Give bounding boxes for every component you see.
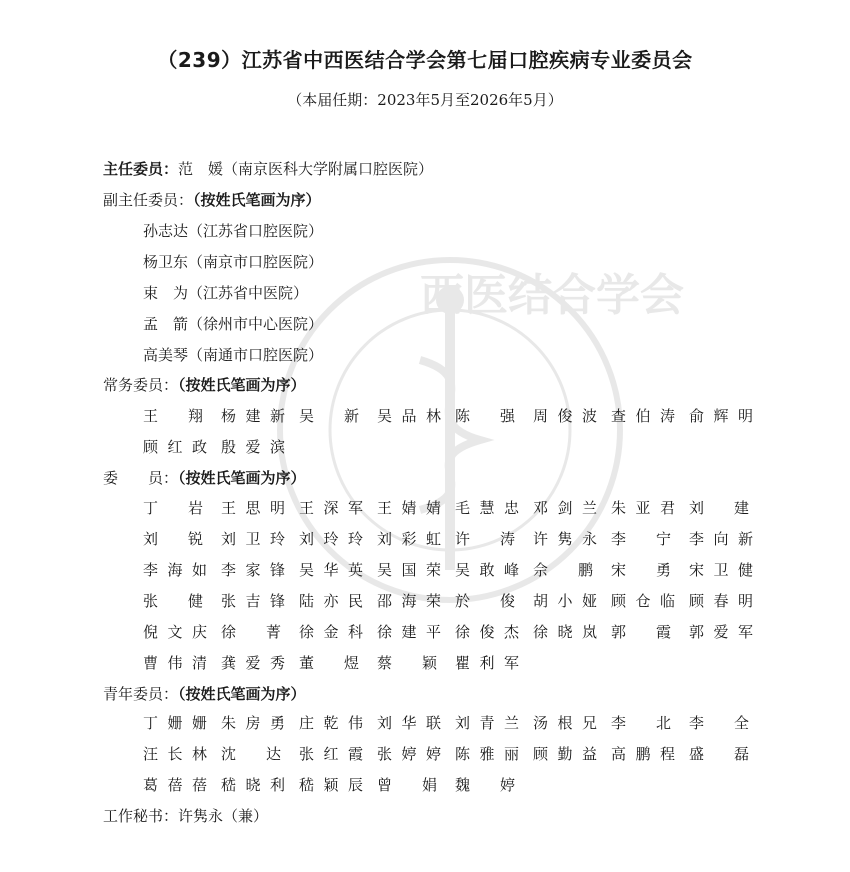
- member-name: [221, 743, 291, 765]
- vice-chair-name: 孙志达: [143, 222, 189, 240]
- member-name-text: 李 向 新: [689, 530, 753, 548]
- member-name: [689, 743, 759, 765]
- member-name-text: 杨 建 新: [221, 407, 285, 425]
- member-name-text: 吴 敢 峰: [455, 561, 519, 579]
- member-name-text: 张 健: [143, 592, 203, 610]
- member-name-text: 曹 伟 清: [143, 654, 207, 672]
- member-name: [377, 405, 447, 427]
- member-name-text: 郭 爱 军: [689, 623, 753, 641]
- member-name-text: 顾 勤 益: [533, 745, 597, 763]
- member-name-text: 陆 亦 民: [299, 592, 363, 610]
- vice-chair-entry: [143, 313, 323, 335]
- member-name-text: 丁 姗 姗: [143, 714, 207, 732]
- member-name-text: 高 鹏 程: [611, 745, 675, 763]
- vice-chair-entry: [143, 282, 308, 304]
- member-name-text: 朱 亚 君: [611, 499, 675, 517]
- member-name: [377, 774, 447, 796]
- member-name: [455, 774, 525, 796]
- member-name-text: 嵇 晓 利: [221, 776, 285, 794]
- vice-chairs-note: （按姓氏笔画为序）: [193, 191, 321, 209]
- member-name: [611, 405, 681, 427]
- member-name-text: 周 俊 波: [533, 407, 597, 425]
- term-subtitle: （本届任期：2023年5月至2026年5月）: [287, 91, 563, 109]
- member-name: [455, 497, 525, 519]
- standing-note: （按姓氏笔画为序）: [178, 376, 306, 394]
- secretary-name: 许隽永（兼）: [178, 807, 269, 825]
- member-name: [299, 405, 369, 427]
- member-name: [299, 774, 369, 796]
- member-name-text: 郭 霞: [611, 623, 671, 641]
- member-name-text: 瞿 利 军: [455, 654, 519, 672]
- member-name: [689, 528, 759, 550]
- members-note: （按姓氏笔画为序）: [178, 469, 306, 487]
- vice-chair-org: （江苏省中医院）: [188, 284, 309, 302]
- member-name: [533, 497, 603, 519]
- member-name: [377, 621, 447, 643]
- member-name: [611, 621, 681, 643]
- member-name: [143, 497, 213, 519]
- member-name-text: 魏 婷: [455, 776, 515, 794]
- member-name: [533, 590, 603, 612]
- chair-org: （南京医科大学附属口腔医院）: [223, 160, 434, 178]
- member-name-text: 徐 晓 岚: [533, 623, 597, 641]
- member-name: [299, 497, 369, 519]
- member-name: [143, 405, 213, 427]
- member-name-text: 李 宁: [611, 530, 671, 548]
- vice-chair-entry: [143, 220, 323, 242]
- member-name-text: 许 涛: [455, 530, 515, 548]
- member-name-text: 汪 长 林: [143, 745, 207, 763]
- member-name-text: 嵇 颖 辰: [299, 776, 363, 794]
- member-name-text: 汤 根 兄: [533, 714, 597, 732]
- member-name-text: 蔡 颖: [377, 654, 437, 672]
- member-name: [299, 590, 369, 612]
- vice-chair-entry: [143, 251, 323, 273]
- member-name-text: 盛 磊: [689, 745, 749, 763]
- member-name: [221, 621, 291, 643]
- chair-name: 范 媛: [178, 160, 224, 178]
- member-name: [143, 590, 213, 612]
- member-name: [299, 712, 369, 734]
- member-name: [377, 559, 447, 581]
- member-name: [533, 405, 603, 427]
- vice-chair-name: 杨卫东: [143, 253, 189, 271]
- member-name-text: 吴 新: [299, 407, 359, 425]
- member-name-text: 王 思 明: [221, 499, 285, 517]
- member-name: [221, 528, 291, 550]
- vice-chairs-label: 副主任委员：: [103, 191, 194, 209]
- member-name-text: 吴 品 林: [377, 407, 441, 425]
- member-name: [377, 712, 447, 734]
- member-name-text: 宋 勇: [611, 561, 671, 579]
- member-name-text: 於 俊: [455, 592, 515, 610]
- member-name: [299, 621, 369, 643]
- member-name: [221, 559, 291, 581]
- member-name: [221, 405, 291, 427]
- member-name: [377, 652, 447, 674]
- member-name-text: 王 深 军: [299, 499, 363, 517]
- member-name-text: 殷 爱 滨: [221, 438, 285, 456]
- chair-line: [103, 158, 433, 180]
- secretary-label: 工作秘书：: [103, 807, 179, 825]
- member-name: [455, 559, 525, 581]
- youth-heading: [103, 683, 306, 705]
- member-name-text: 李 海 如: [143, 561, 207, 579]
- vice-chair-entry: [143, 344, 323, 366]
- member-name-text: 刘 建: [689, 499, 749, 517]
- svg-text:西医结合学会: 西医结合学会: [420, 270, 684, 321]
- member-name-text: 俞 辉 明: [689, 407, 753, 425]
- vice-chair-org: （南京市口腔医院）: [188, 253, 324, 271]
- member-name-text: 刘 彩 虹: [377, 530, 441, 548]
- member-name: [689, 621, 759, 643]
- member-name: [689, 559, 759, 581]
- members-label: 委 员：: [103, 469, 179, 487]
- member-name: [221, 436, 291, 458]
- member-name-text: 沈 达: [221, 745, 281, 763]
- member-name-text: 宋 卫 健: [689, 561, 753, 579]
- member-name: [299, 743, 369, 765]
- chair-label: 主任委员：: [103, 160, 179, 178]
- member-name: [533, 621, 603, 643]
- member-name: [299, 652, 369, 674]
- member-name-text: 张 婷 婷: [377, 745, 441, 763]
- member-name: [143, 712, 213, 734]
- vice-chair-org: （南通市口腔医院）: [188, 346, 324, 364]
- member-name-text: 徐 建 平: [377, 623, 441, 641]
- member-name-text: 王 翔: [143, 407, 203, 425]
- member-name: [611, 497, 681, 519]
- member-name-text: 李 全: [689, 714, 749, 732]
- secretary-line: [103, 805, 268, 827]
- member-name: [611, 743, 681, 765]
- member-name-text: 顾 春 明: [689, 592, 753, 610]
- member-name: [689, 590, 759, 612]
- member-name-text: 毛 慧 忠: [455, 499, 519, 517]
- member-name-text: 刘 锐: [143, 530, 203, 548]
- member-name: [221, 590, 291, 612]
- member-name: [377, 528, 447, 550]
- member-name: [611, 528, 681, 550]
- member-name-text: 李 家 锋: [221, 561, 285, 579]
- member-name: [299, 528, 369, 550]
- member-name: [455, 652, 525, 674]
- member-name-text: 吴 国 荣: [377, 561, 441, 579]
- member-name-text: 董 煜: [299, 654, 359, 672]
- member-name-text: 陈 强: [455, 407, 515, 425]
- vice-chair-org: （徐州市中心医院）: [188, 315, 324, 333]
- member-name-text: 李 北: [611, 714, 671, 732]
- member-name-text: 刘 玲 玲: [299, 530, 363, 548]
- member-name: [455, 528, 525, 550]
- members-heading: [103, 467, 306, 489]
- member-name: [533, 559, 603, 581]
- member-name-text: 倪 文 庆: [143, 623, 207, 641]
- member-name-text: 葛 蓓 蓓: [143, 776, 207, 794]
- member-name: [221, 497, 291, 519]
- member-name-text: 朱 房 勇: [221, 714, 285, 732]
- member-name: [689, 497, 759, 519]
- member-name-text: 许 隽 永: [533, 530, 597, 548]
- vice-chair-name: 束 为: [143, 284, 189, 302]
- member-name: [221, 712, 291, 734]
- member-name-text: 顾 仓 临: [611, 592, 675, 610]
- member-name: [377, 497, 447, 519]
- vice-chair-name: 高美琴: [143, 346, 189, 364]
- member-name-text: 邵 海 荣: [377, 592, 441, 610]
- member-name: [377, 743, 447, 765]
- member-name-text: 徐 菁: [221, 623, 281, 641]
- member-name: [455, 590, 525, 612]
- member-name-text: 徐 金 科: [299, 623, 363, 641]
- youth-note: （按姓氏笔画为序）: [178, 685, 306, 703]
- member-name-text: 王 婧 婧: [377, 499, 441, 517]
- member-name: [611, 559, 681, 581]
- member-name: [221, 652, 291, 674]
- member-name-text: 顾 红 政: [143, 438, 207, 456]
- member-name-text: 佘 鹏: [533, 561, 593, 579]
- member-name: [533, 743, 603, 765]
- member-name-text: 曾 娟: [377, 776, 437, 794]
- member-name: [689, 712, 759, 734]
- member-name-text: 庄 乾 伟: [299, 714, 363, 732]
- member-name-text: 刘 华 联: [377, 714, 441, 732]
- vice-chairs-heading: [103, 189, 321, 211]
- member-name: [533, 712, 603, 734]
- member-name-text: 张 吉 锋: [221, 592, 285, 610]
- page-title: （239）江苏省中西医结合学会第七届口腔疾病专业委员会: [157, 48, 693, 72]
- member-name: [299, 559, 369, 581]
- member-name-text: 胡 小 娅: [533, 592, 597, 610]
- member-name: [143, 528, 213, 550]
- member-name-text: 邓 剑 兰: [533, 499, 597, 517]
- vice-chair-org: （江苏省口腔医院）: [188, 222, 324, 240]
- member-name-text: 徐 俊 杰: [455, 623, 519, 641]
- member-name: [455, 405, 525, 427]
- member-name: [533, 528, 603, 550]
- member-name: [455, 743, 525, 765]
- member-name: [611, 712, 681, 734]
- member-name: [143, 436, 213, 458]
- member-name: [143, 652, 213, 674]
- member-name: [143, 621, 213, 643]
- member-name-text: 陈 雅 丽: [455, 745, 519, 763]
- member-name: [377, 590, 447, 612]
- vice-chair-name: 孟 箭: [143, 315, 189, 333]
- youth-label: 青年委员：: [103, 685, 179, 703]
- member-name-text: 查 伯 涛: [611, 407, 675, 425]
- standing-label: 常务委员：: [103, 376, 179, 394]
- member-name-text: 刘 卫 玲: [221, 530, 285, 548]
- member-name: [689, 405, 759, 427]
- member-name: [143, 774, 213, 796]
- member-name: [455, 621, 525, 643]
- member-name: [143, 559, 213, 581]
- member-name-text: 龚 爱 秀: [221, 654, 285, 672]
- member-name: [455, 712, 525, 734]
- member-name: [611, 590, 681, 612]
- member-name-text: 丁 岩: [143, 499, 203, 517]
- standing-heading: [103, 374, 306, 396]
- member-name-text: 吴 华 英: [299, 561, 363, 579]
- member-name-text: 张 红 霞: [299, 745, 363, 763]
- member-name: [221, 774, 291, 796]
- member-name: [143, 743, 213, 765]
- member-name-text: 刘 青 兰: [455, 714, 519, 732]
